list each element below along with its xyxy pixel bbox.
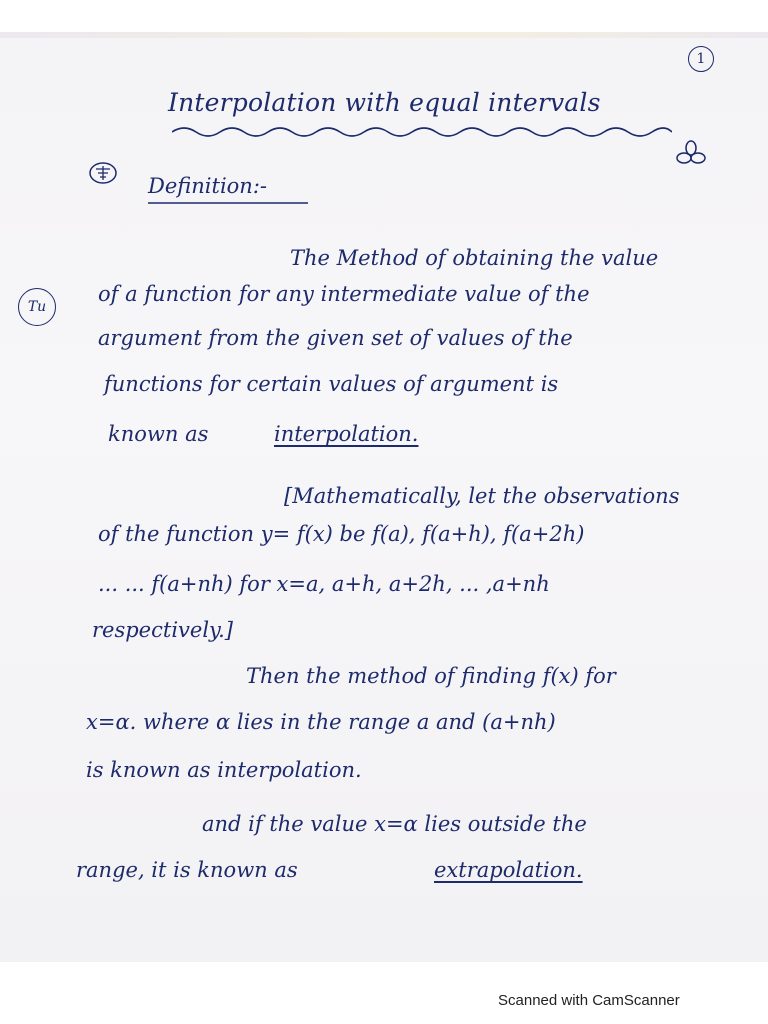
- definition-underline-icon: [148, 200, 308, 206]
- flower-doodle-icon: [676, 140, 706, 168]
- title-wavy-underline-icon: [172, 124, 672, 140]
- method-line-1: Then the method of finding f(x) for: [246, 664, 616, 688]
- math-line-4: respectively.]: [92, 618, 233, 642]
- definition-heading: Definition:-: [148, 174, 268, 198]
- page-top-edge: [0, 32, 768, 38]
- definition-line-4: functions for certain values of argument is: [104, 372, 559, 396]
- term-extrapolation: extrapolation.: [434, 858, 583, 882]
- definition-line-3: argument from the given set of values of the: [98, 326, 573, 350]
- scanner-watermark: Scanned with CamScanner: [498, 992, 680, 1009]
- extrapolation-line-2: range, it is known as: [76, 858, 298, 882]
- math-line-3: ... ... f(a+nh) for x=a, a+h, a+2h, ... ,a+nh: [98, 572, 550, 596]
- section-marker-icon: [88, 160, 118, 186]
- definition-line-5: known as: [108, 422, 209, 446]
- extrapolation-line-1: and if the value x=α lies outside the: [202, 812, 587, 836]
- page-number: 1: [688, 46, 714, 72]
- term-interpolation: interpolation.: [274, 422, 419, 446]
- math-line-2: of the function y= f(x) be f(a), f(a+h), f(a+2h): [98, 522, 585, 546]
- definition-line-2: of a function for any intermediate value of the: [98, 282, 590, 306]
- page-title: Interpolation with equal intervals: [168, 88, 601, 117]
- method-line-2: x=α. where α lies in the range a and (a+nh): [86, 710, 556, 734]
- definition-line-1: The Method of obtaining the value: [290, 246, 659, 270]
- math-line-1: [Mathematically, let the observations: [284, 484, 680, 508]
- margin-badge: Tu: [18, 288, 56, 326]
- method-line-3: is known as interpolation.: [86, 758, 362, 782]
